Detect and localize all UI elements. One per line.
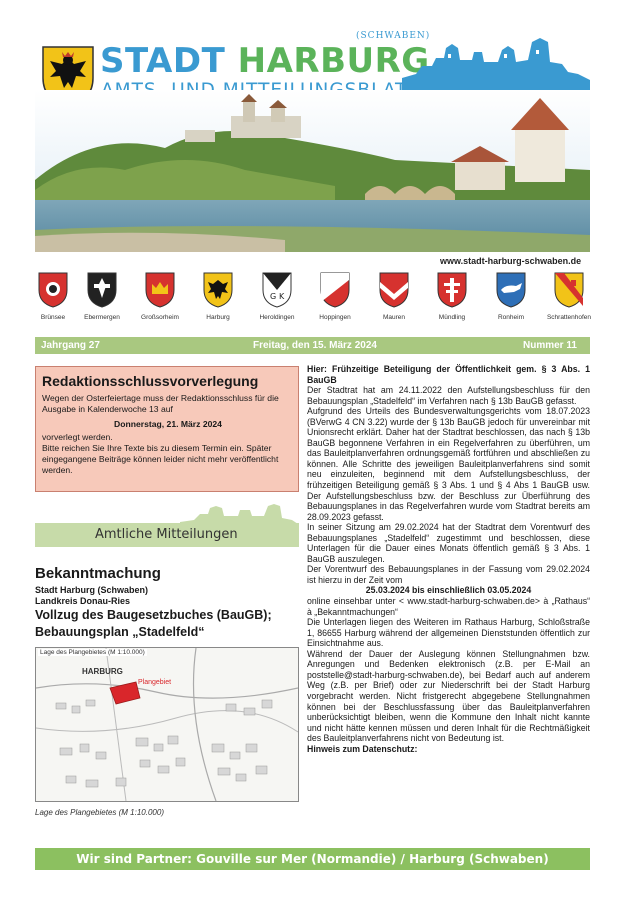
website-url[interactable]: www.stadt-harburg-schwaben.de: [440, 256, 582, 266]
notice-text-3: Bitte reichen Sie Ihre Texte bis zu diesem Termin ein. Später eingegangene Beiträge können leider nicht mehr veröffentlicht werden.: [42, 443, 279, 475]
crest-ebermergen: Ebermergen: [74, 272, 130, 321]
announcement-heading-1: Vollzug des Baugesetzbuches (BauGB);: [35, 608, 272, 622]
notice-date: Donnerstag, 21. März 2024: [114, 419, 222, 429]
site-plan-map: [35, 647, 299, 802]
article-p3: Aufgrund des Urteils des Bundesverwaltungsgerichts vom 18.07.2023 (BVerwG 4 CN 3.22) wurde der § 13b BauGB jedoch für unvereinbar mit Unionsrecht erklärt. Daher hat der Stadtrat beschlossen, das nach § 13b BauGB begonnene Verfahren in ein Regelverfahren zu überführen, um das Bauleitplanverfahren ordnungsgemäß fortführen und abschließen zu können. Alle Schritte des jeweiligen Bauleitplanverfahrens sind somit neu einzuleiten, beginnend mit dem Aufstellungsbeschluss, der frühzeitigen Beteiligung gemäß § 3 Abs. 1 und § 4 Abs 1 BauGB usw. Der Aufstellungsbeschluss bzw. der Beschluss zur Überführung des Bebauungsplanes in das Regelverfahren wurde vom Stadtrat bereits am 28.09.2023 gefasst.: [307, 406, 590, 522]
crest-mauren: Mauren: [366, 272, 422, 321]
ebermergen-crest-icon: [87, 272, 117, 308]
map-area-label: Plangebiet: [138, 679, 172, 686]
article-p8: Die Unterlagen liegen des Weiteren im Rathaus Harburg, Schloßstraße 1, 86655 Harburg während der allgemeinen Dienststunden öffentlich zur Einsichtnahme aus.: [307, 617, 590, 649]
crest-hoppingen: Hoppingen: [307, 272, 363, 321]
notice-title: Redaktionsschlussvorverlegung: [42, 373, 259, 389]
article-p7[interactable]: online einsehbar unter < www.stadt-harburg-schwaben.de> à „Rathaus“ à „Bekanntmachungen“: [307, 596, 590, 617]
crest-heroldingen: G K Heroldingen: [249, 272, 305, 321]
announcement-org-1: Stadt Harburg (Schwaben): [35, 585, 149, 595]
bruensee-crest-icon: [38, 272, 68, 308]
crest-ronheim: Ronheim: [483, 272, 539, 321]
masthead-title: STADT HARBURG: [100, 41, 430, 81]
crest-muendling: Mündling: [424, 272, 480, 321]
notice-text-1: Wegen der Osterfeiertage muss der Redaktionsschluss für die Ausgabe in Kalenderwoche 13 auf: [42, 393, 279, 414]
article-p5: Der Vorentwurf des Bebauungsplanes in der Fassung vom 29.02.2024 ist hierzu in der Zeit vom: [307, 564, 590, 585]
article-p2: Der Stadtrat hat am 24.11.2022 den Aufstellungsbeschluss für den Bebauungsplan „Stadelfeld“ im Verfahren nach § 13b BauGB gefasst.: [307, 385, 590, 406]
notice-text-2: vorverlegt werden.: [42, 432, 113, 442]
article-p1: Hier: Frühzeitige Beteiligung der Öffentlichkeit gem. § 3 Abs. 1 BauGB: [307, 364, 590, 385]
ronheim-crest-icon: [496, 272, 526, 308]
article-p10: Hinweis zum Datenschutz:: [307, 743, 418, 754]
announcement-heading: [35, 607, 272, 641]
crest-schrattenhofen: Schrattenhofen: [541, 272, 597, 321]
grosssorheim-crest-icon: [145, 272, 175, 308]
article-p9: Während der Dauer der Auslegung können Stellungnahmen bzw. Anregungen und Bedenken elektronisch (z.B. per E-Mail an poststelle@stadt-harburg-schwaben.de), bei Bedarf auch auf anderem Weg (z.B. per Brief) oder zur Niederschrift bei der Stadt Harburg vorgebracht werden. Nicht fristgerecht abgegebene Stellungnahmen können bei der Beschlussfassung über das Bauleitplanverfahren unberücksichtigt bleiben, wenn die Kommune den Inhalt nicht kannte und nicht hätte kennen müssen und deren Inhalt für die Rechtmäßigkeit des Bauleitplanverfahrens nicht von Bedeutung ist.: [307, 648, 590, 744]
article-column: [307, 364, 590, 754]
crest-grosssorheim: Großsorheim: [132, 272, 188, 321]
mauren-crest-icon: [379, 272, 409, 308]
notice-box: [35, 366, 299, 492]
hoppingen-crest-icon: [320, 272, 350, 308]
map-town-label: HARBURG: [82, 667, 123, 676]
masthead-region: (SCHWABEN): [356, 31, 431, 41]
crest-harburg: Harburg: [190, 272, 246, 321]
muendling-crest-icon: [437, 272, 467, 308]
harburg-small-crest-icon: [203, 272, 233, 308]
map-caption: Lage des Plangebietes (M 1:10.000): [35, 808, 164, 817]
town-skyline-icon: [402, 36, 590, 92]
article-p4: In seiner Sitzung am 29.02.2024 hat der Stadtrat dem Vorentwurf des Bebauungsplanes „Stadelfeld“ zugestimmt und beschlossen, diese Unterlagen für die Dauer eines Monats öffentlich gemäß § 3 Abs. 1 BauGB auszulegen.: [307, 522, 590, 564]
svg-text:K: K: [279, 292, 285, 301]
volume-label: Jahrgang 27: [41, 340, 100, 351]
section-heading: Amtliche Mitteilungen: [95, 527, 238, 542]
section-heading-bar: [35, 523, 299, 547]
issue-info-bar: [35, 337, 590, 354]
partner-footer: [35, 848, 590, 870]
partner-text: Wir sind Partner: Gouville sur Mer (Normandie) / Harburg (Schwaben): [76, 852, 549, 866]
map-drawing: [36, 648, 298, 801]
heroldingen-crest-icon: [262, 272, 292, 308]
crest-bruensee: Brünsee: [25, 272, 81, 321]
announcement-orgs: [35, 585, 148, 607]
map-label: Lage des Plangebietes (M 1:10.000): [40, 649, 145, 656]
issue-date: Freitag, den 15. März 2024: [253, 340, 377, 351]
notice-body: [42, 393, 294, 476]
svg-text:G: G: [270, 292, 277, 301]
article-period: 25.03.2024 bis einschließlich 03.05.2024: [365, 585, 532, 596]
announcement-heading-2: Bebauungsplan „Stadelfeld“: [35, 625, 205, 639]
issue-number: Nummer 11: [523, 340, 577, 351]
schrattenhofen-crest-icon: [554, 272, 584, 308]
announcement-title: Bekanntmachung: [35, 565, 161, 582]
hero-photo-harburg: [35, 90, 590, 252]
announcement-org-2: Landkreis Donau-Ries: [35, 596, 131, 606]
